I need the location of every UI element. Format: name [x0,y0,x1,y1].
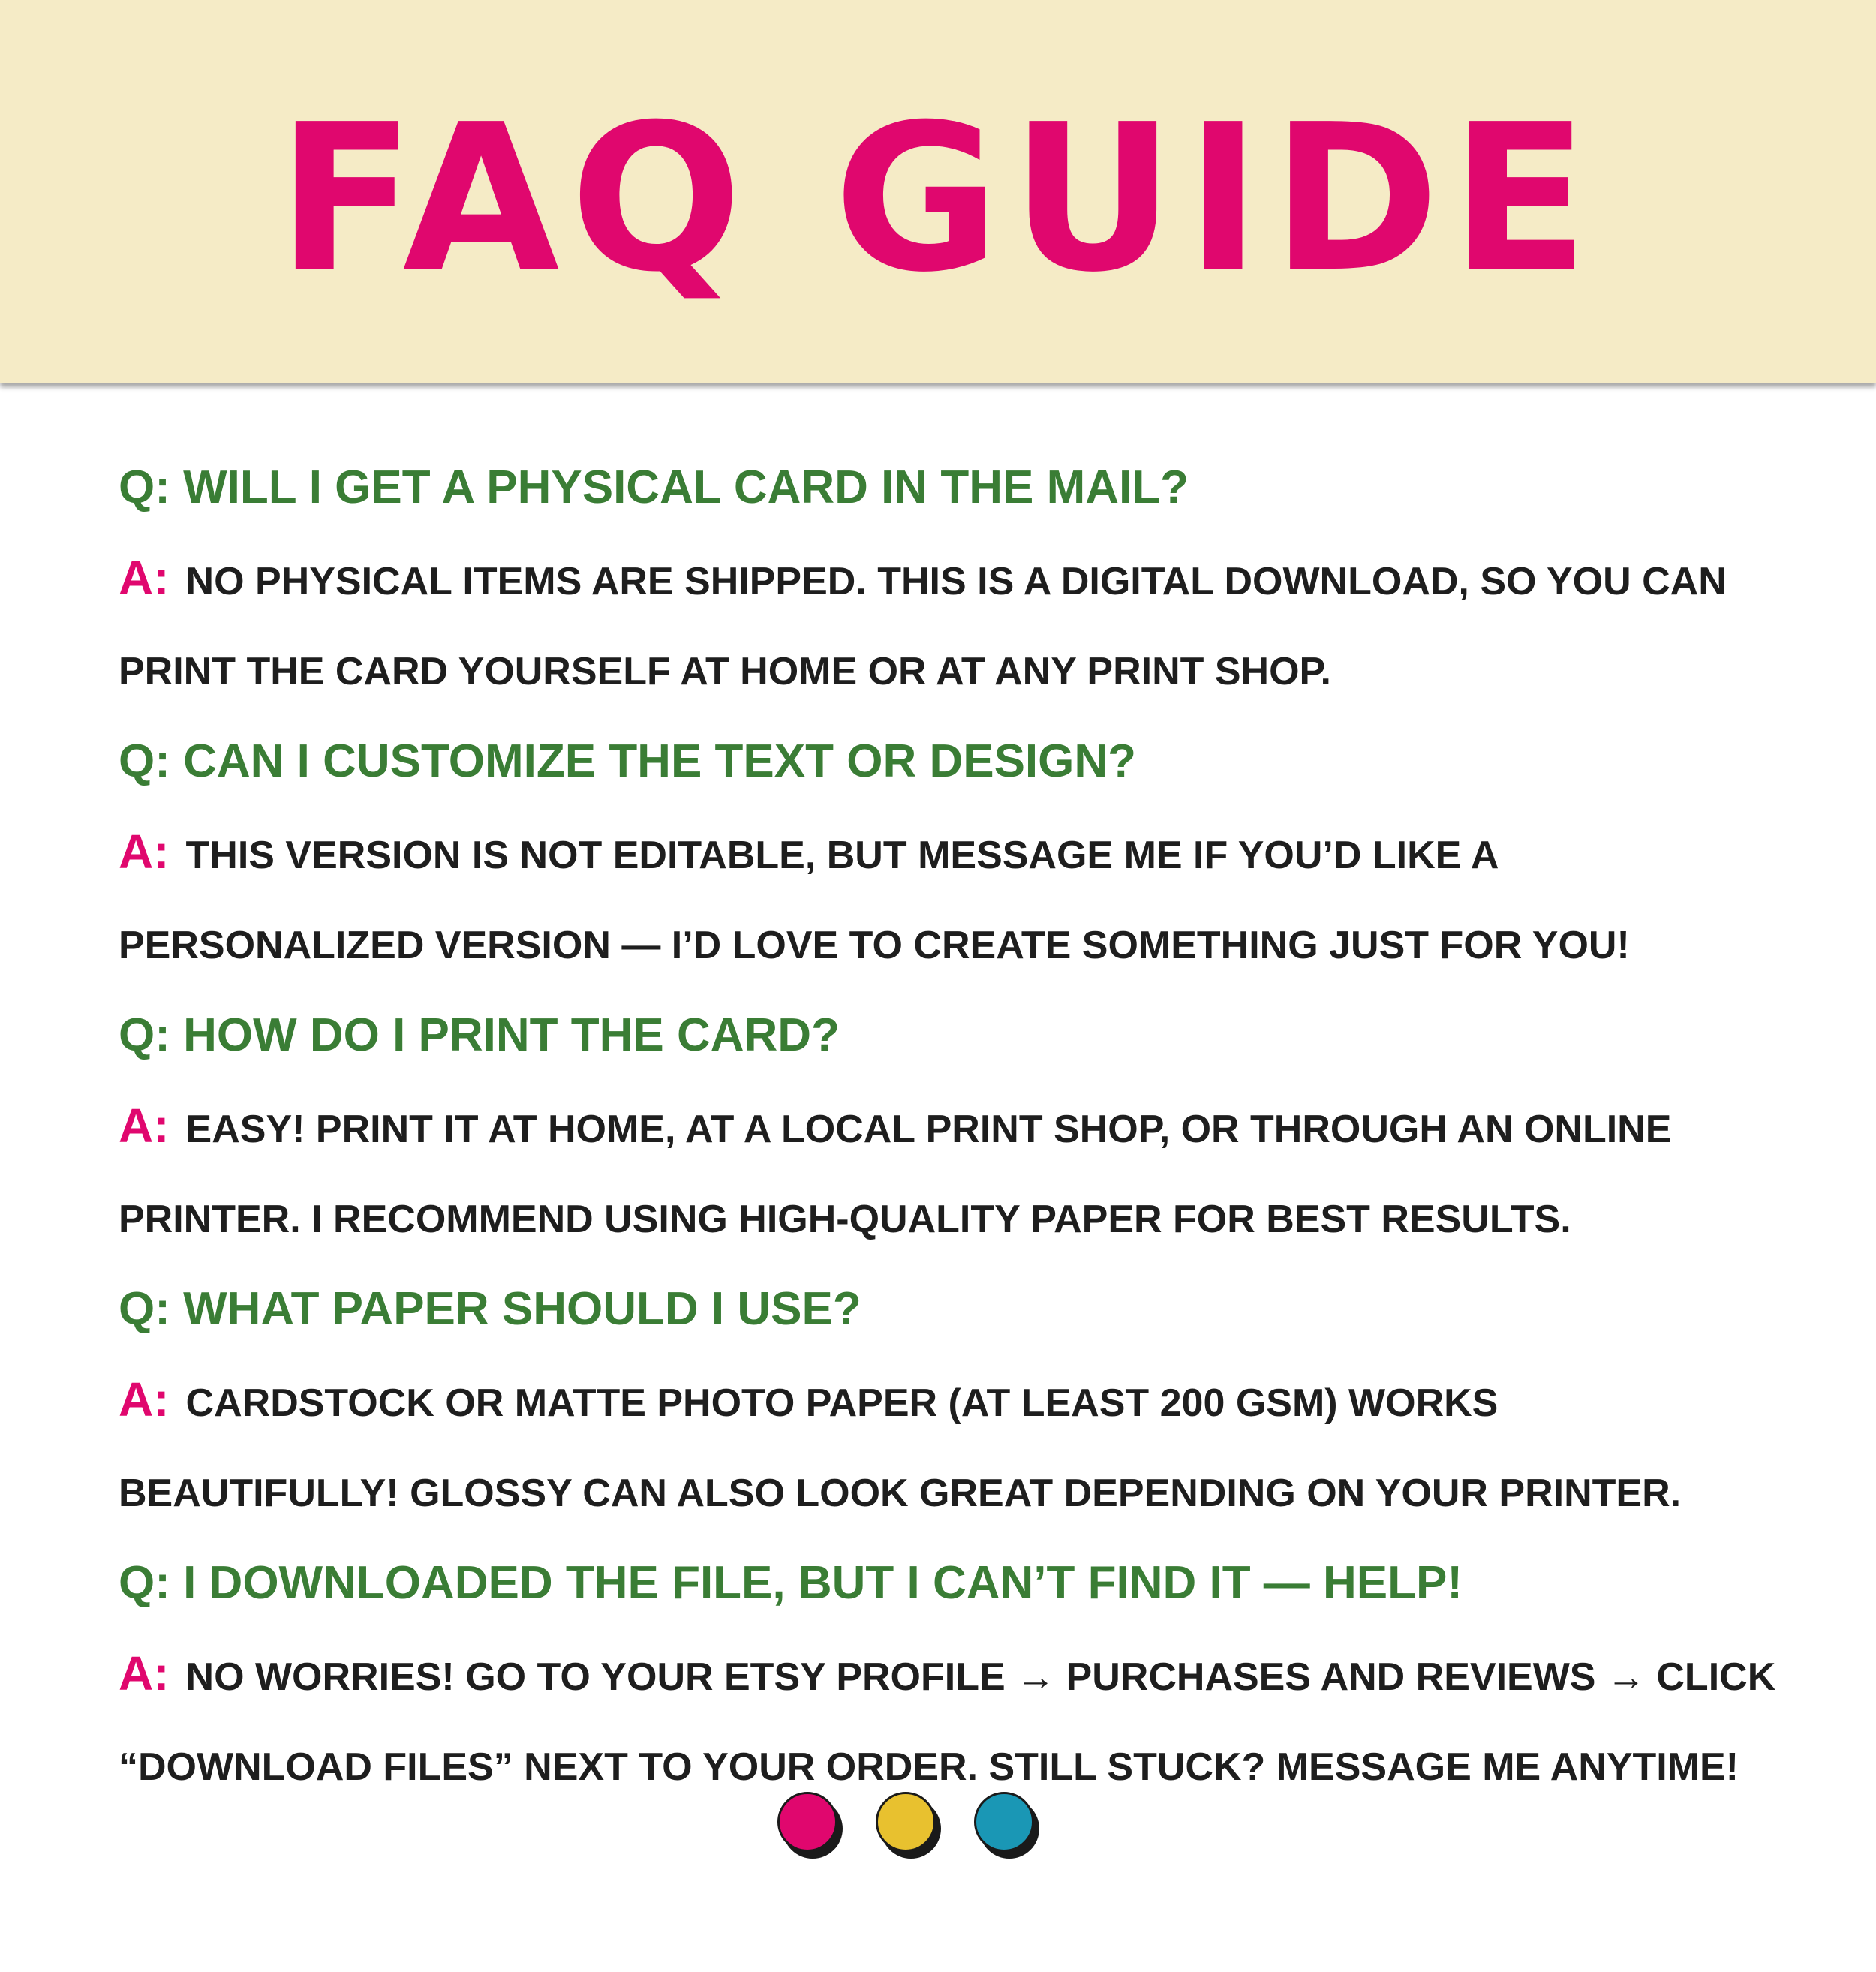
question-prefix: Q: [119,1283,170,1335]
question-prefix: Q: [119,1009,170,1061]
faq-question [119,991,1799,1081]
question-prefix: Q: [119,461,170,513]
question-text: CAN I CUSTOMIZE THE TEXT OR DESIGN? [183,735,1137,787]
answer-text-line-2: PERSONALIZED VERSION — I’D LOVE TO CREATE SOMETHING JUST FOR YOU! [119,924,1630,967]
decorative-dots [777,1792,1048,1874]
page-title: FAQ GUIDE [277,80,1599,317]
faq-answer [119,533,1799,717]
question-text: I DOWNLOADED THE FILE, BUT I CAN’T FIND IT — HELP! [183,1557,1463,1609]
question-prefix: Q: [119,1557,170,1609]
answer-text-line-1: CARDSTOCK OR MATTE PHOTO PAPER (AT LEAST 200 GSM) WORKS [185,1381,1499,1425]
answer-text-line-2: BEAUTIFULLY! GLOSSY CAN ALSO LOOK GREAT DEPENDING ON YOUR PRINTER. [119,1471,1682,1515]
pink-dot-icon [777,1792,837,1852]
question-prefix: Q: [119,735,170,787]
faq-item-3 [119,991,1799,1264]
faq-item-4 [119,1264,1799,1538]
faq-question [119,443,1799,533]
blue-dot-icon [974,1792,1034,1852]
answer-text-line-1: EASY! PRINT IT AT HOME, AT A LOCAL PRINT SHOP, OR THROUGH AN ONLINE [185,1108,1672,1151]
answer-text-line-1: NO PHYSICAL ITEMS ARE SHIPPED. THIS IS A DIGITAL DOWNLOAD, SO YOU CAN [185,560,1727,603]
answer-text-line-2: PRINTER. I RECOMMEND USING HIGH-QUALITY PAPER FOR BEST RESULTS. [119,1198,1571,1241]
answer-prefix: A: [119,551,170,605]
faq-answer [119,1081,1799,1264]
answer-prefix: A: [119,1099,170,1153]
faq-answer [119,1354,1799,1538]
answer-prefix: A: [119,825,170,879]
question-text: WILL I GET A PHYSICAL CARD IN THE MAIL? [183,461,1189,513]
faq-question [119,1264,1799,1354]
question-text: HOW DO I PRINT THE CARD? [183,1009,840,1061]
faq-item-2 [119,717,1799,991]
answer-text-line-1: NO WORRIES! GO TO YOUR ETSY PROFILE → PURCHASES AND REVIEWS → CLICK [185,1655,1776,1699]
header-banner [0,0,1876,383]
answer-prefix: A: [119,1646,170,1700]
faq-question [119,717,1799,807]
yellow-dot-icon [876,1792,936,1852]
faq-answer [119,1628,1799,1812]
faq-list [119,443,1799,1812]
answer-prefix: A: [119,1372,170,1426]
question-text: WHAT PAPER SHOULD I USE? [183,1283,861,1335]
faq-item-1 [119,443,1799,717]
answer-text-line-2: “DOWNLOAD FILES” NEXT TO YOUR ORDER. STILL STUCK? MESSAGE ME ANYTIME! [119,1745,1739,1789]
faq-item-5 [119,1538,1799,1812]
faq-answer [119,807,1799,991]
answer-text-line-2: PRINT THE CARD YOURSELF AT HOME OR AT ANY PRINT SHOP. [119,650,1331,693]
answer-text-line-1: THIS VERSION IS NOT EDITABLE, BUT MESSAGE ME IF YOU’D LIKE A [185,834,1499,877]
faq-question [119,1538,1799,1628]
